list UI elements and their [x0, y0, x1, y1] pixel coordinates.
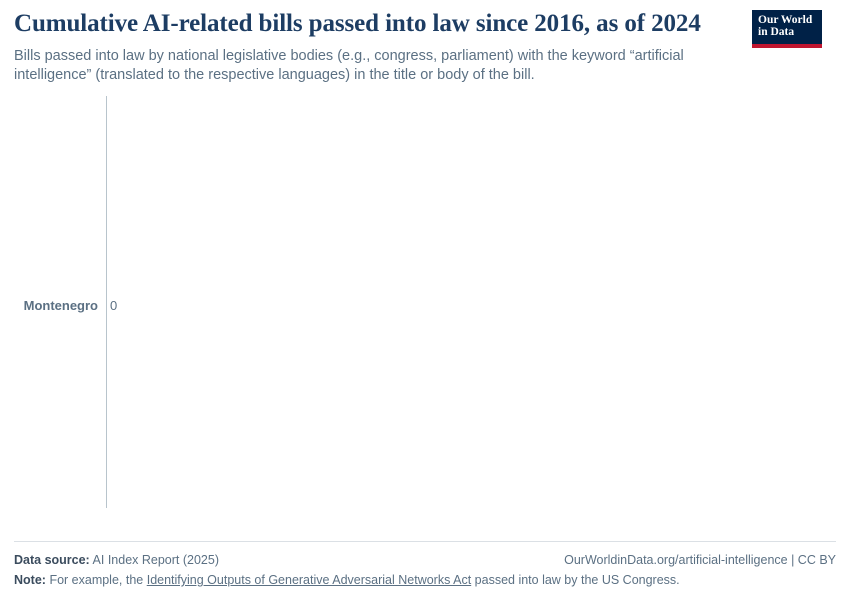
chart-header — [14, 0, 836, 86]
data-source-value: AI Index Report (2025) — [92, 553, 219, 567]
chart-subtitle: Bills passed into law by national legislative bodies (e.g., congress, parliament) with the keyword “artificial intelligence” (translated to the respective languages) in the title or body of the bill. — [14, 47, 684, 84]
footer-attribution[interactable]: OurWorldinData.org/artificial-intelligence | CC BY — [564, 553, 836, 567]
bar-category-label: Montenegro — [23, 298, 98, 314]
bar-value-label: 0 — [110, 298, 118, 314]
footer-source-row — [14, 550, 836, 570]
chart-plot-area — [14, 96, 836, 526]
page-title: Cumulative AI-related bills passed into law since 2016, as of 2024 — [14, 10, 701, 37]
bar-container — [107, 296, 117, 316]
note-prefix: For example, the — [49, 573, 144, 587]
footer-note-row — [14, 570, 836, 590]
note-suffix: passed into law by the US Congress. — [474, 573, 680, 587]
chart-footer — [14, 541, 836, 590]
logo-line-2: in Data — [758, 26, 795, 39]
our-world-in-data-logo[interactable] — [752, 10, 822, 48]
note-link[interactable]: Identifying Outputs of Generative Adversarial Networks Act — [146, 573, 472, 587]
data-source-label: Data source: — [14, 553, 90, 567]
data-source — [14, 550, 219, 570]
bar-row-montenegro[interactable] — [14, 296, 836, 316]
logo-line-1: Our World — [758, 14, 813, 26]
note-label: Note: — [14, 573, 46, 587]
